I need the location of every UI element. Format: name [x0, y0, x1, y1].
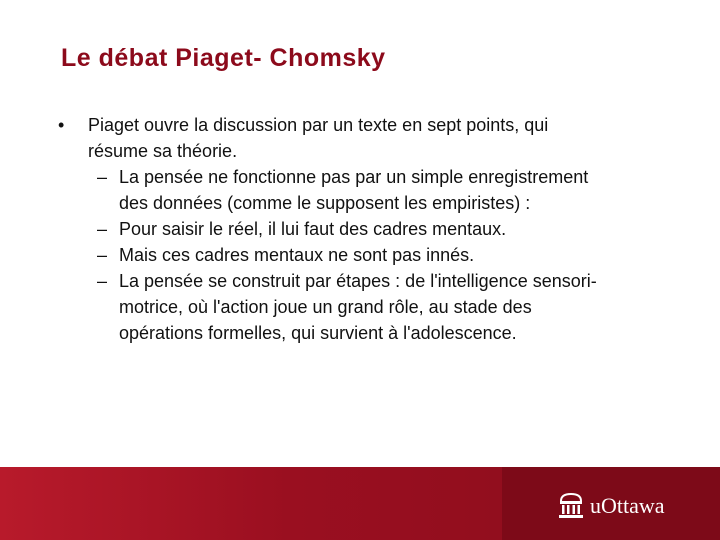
sub-bullet-list [0, 164, 720, 346]
university-building-icon [558, 492, 584, 520]
slide-title: Le débat Piaget- Chomsky [61, 44, 386, 72]
uottawa-logo-text: uOttawa [590, 493, 665, 518]
sub-bullet-dash: – [97, 219, 108, 239]
sub-bullet-text-line: Mais ces cadres mentaux ne sont pas innés. [119, 245, 475, 265]
sub-bullet-item [0, 268, 720, 346]
uottawa-logo [558, 491, 665, 521]
bullet-text-line-2: résume sa théorie. [88, 141, 238, 161]
footer-logo-block [502, 467, 720, 540]
sub-bullet-dash: – [97, 271, 108, 291]
sub-bullet-text-line: La pensée se construit par étapes : de l'intelligence sensori- [119, 271, 597, 291]
sub-bullet-text-line: Pour saisir le réel, il lui faut des cadres mentaux. [119, 219, 507, 239]
slide-content [0, 112, 720, 346]
sub-bullet-text-line: des données (comme le supposent les empiristes) : [119, 193, 531, 213]
sub-bullet-text-line: opérations formelles, qui survient à l'adolescence. [119, 323, 517, 343]
sub-bullet-item [0, 242, 720, 268]
sub-bullet-text-line: La pensée ne fonctionne pas par un simple enregistrement [119, 167, 589, 187]
bullet-item [0, 112, 720, 164]
sub-bullet-dash: – [97, 167, 108, 187]
footer-bar [0, 467, 720, 540]
bullet-marker: • [58, 115, 65, 135]
bullet-text-line-1: Piaget ouvre la discussion par un texte en sept points, qui [88, 115, 549, 135]
sub-bullet-dash: – [97, 245, 108, 265]
sub-bullet-item [0, 216, 720, 242]
sub-bullet-text-line: motrice, où l'action joue un grand rôle, au stade des [119, 297, 532, 317]
sub-bullet-item [0, 164, 720, 216]
